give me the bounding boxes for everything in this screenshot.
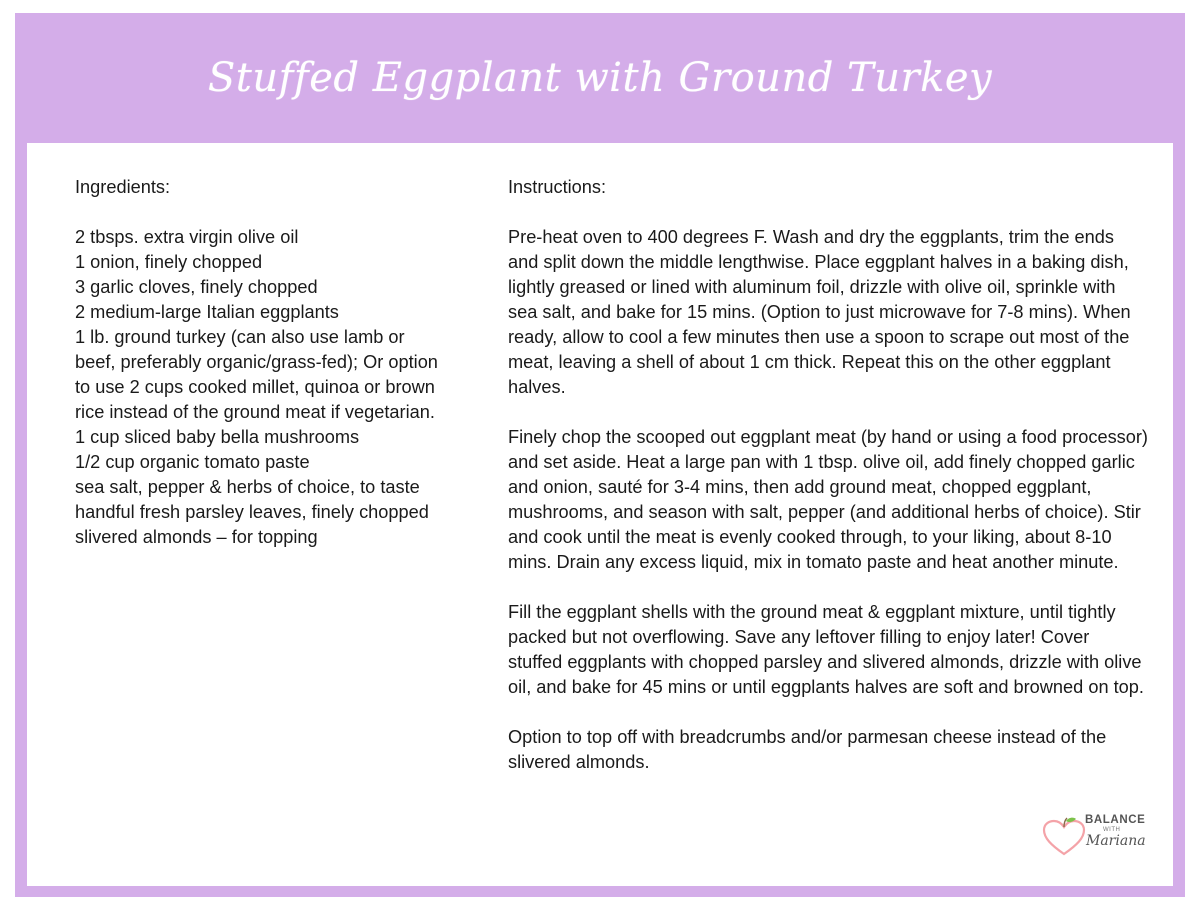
ingredient-item: 1 lb. ground turkey (can also use lamb or beef, preferably organic/grass-fed); Or option to use 2 cups cooked millet, quinoa or brown rice instead of the ground meat if vegetarian.	[75, 327, 438, 422]
instruction-step: Fill the eggplant shells with the ground meat & eggplant mixture, until tightly packed but not overflowing. Save any leftover filling to enjoy later! Cover stuffed eggplants with chopped parsley and slivered almonds, drizzle with olive oil, and bake for 45 mins or until eggplants halves are soft and browned on top.	[508, 602, 1144, 697]
instructions-heading: Instructions:	[508, 177, 607, 197]
ingredient-item: slivered almonds – for topping	[75, 527, 318, 547]
ingredient-item: 2 tbsps. extra virgin olive oil	[75, 227, 299, 247]
logo-text-with: WITH	[1103, 827, 1121, 833]
ingredient-item: 3 garlic cloves, finely chopped	[75, 277, 318, 297]
ingredient-item: sea salt, pepper & herbs of choice, to taste	[75, 477, 420, 497]
ingredients-heading: Ingredients:	[75, 177, 171, 197]
recipe-body	[27, 143, 1173, 886]
ingredients-list	[75, 225, 447, 550]
ingredient-item: handful fresh parsley leaves, finely chopped	[75, 502, 429, 522]
ingredient-item: 2 medium-large Italian eggplants	[75, 302, 339, 322]
title-banner	[15, 13, 1185, 143]
instruction-step: Option to top off with breadcrumbs and/or parmesan cheese instead of the slivered almonds.	[508, 727, 1107, 772]
ingredient-item: 1 cup sliced baby bella mushrooms	[75, 427, 360, 447]
instruction-step: Finely chop the scooped out eggplant meat (by hand or using a food processor) and set aside. Heat a large pan with 1 tbsp. olive oil, add finely chopped garlic and onion, sauté for 3-4 mins, then add ground meat, chopped eggplant, mushrooms, and season with salt, pepper (and additional herbs of choice). Stir and cook until the meat is evenly cooked through, to your liking, about 8-10 mins. Drain any excess liquid, mix in tomato paste and heat another minute.	[508, 427, 1148, 572]
heart-apple-icon	[1041, 816, 1087, 858]
ingredient-item: 1/2 cup organic tomato paste	[75, 452, 310, 472]
instruction-step: Pre-heat oven to 400 degrees F. Wash and dry the eggplants, trim the ends and split down the middle lengthwise. Place eggplant halves in a baking dish, lightly greased or lined with aluminum foil, drizzle with olive oil, sprinkle with sea salt, and bake for 15 mins. (Option to just microwave for 7-8 mins). When ready, allow to cool a few minutes then use a spoon to scrape out most of the meat, leaving a shell of about 1 cm thick. Repeat this on the other eggplant halves.	[508, 227, 1131, 397]
recipe-title: Stuffed Eggplant with Ground Turkey	[207, 55, 993, 101]
ingredients-column	[75, 175, 447, 550]
recipe-card	[15, 13, 1185, 897]
logo-text-balance: BALANCE	[1085, 814, 1146, 826]
brand-logo	[1041, 812, 1151, 858]
ingredient-item: 1 onion, finely chopped	[75, 252, 263, 272]
instructions-column	[508, 175, 1148, 800]
logo-text-mariana: Mariana	[1086, 833, 1146, 849]
